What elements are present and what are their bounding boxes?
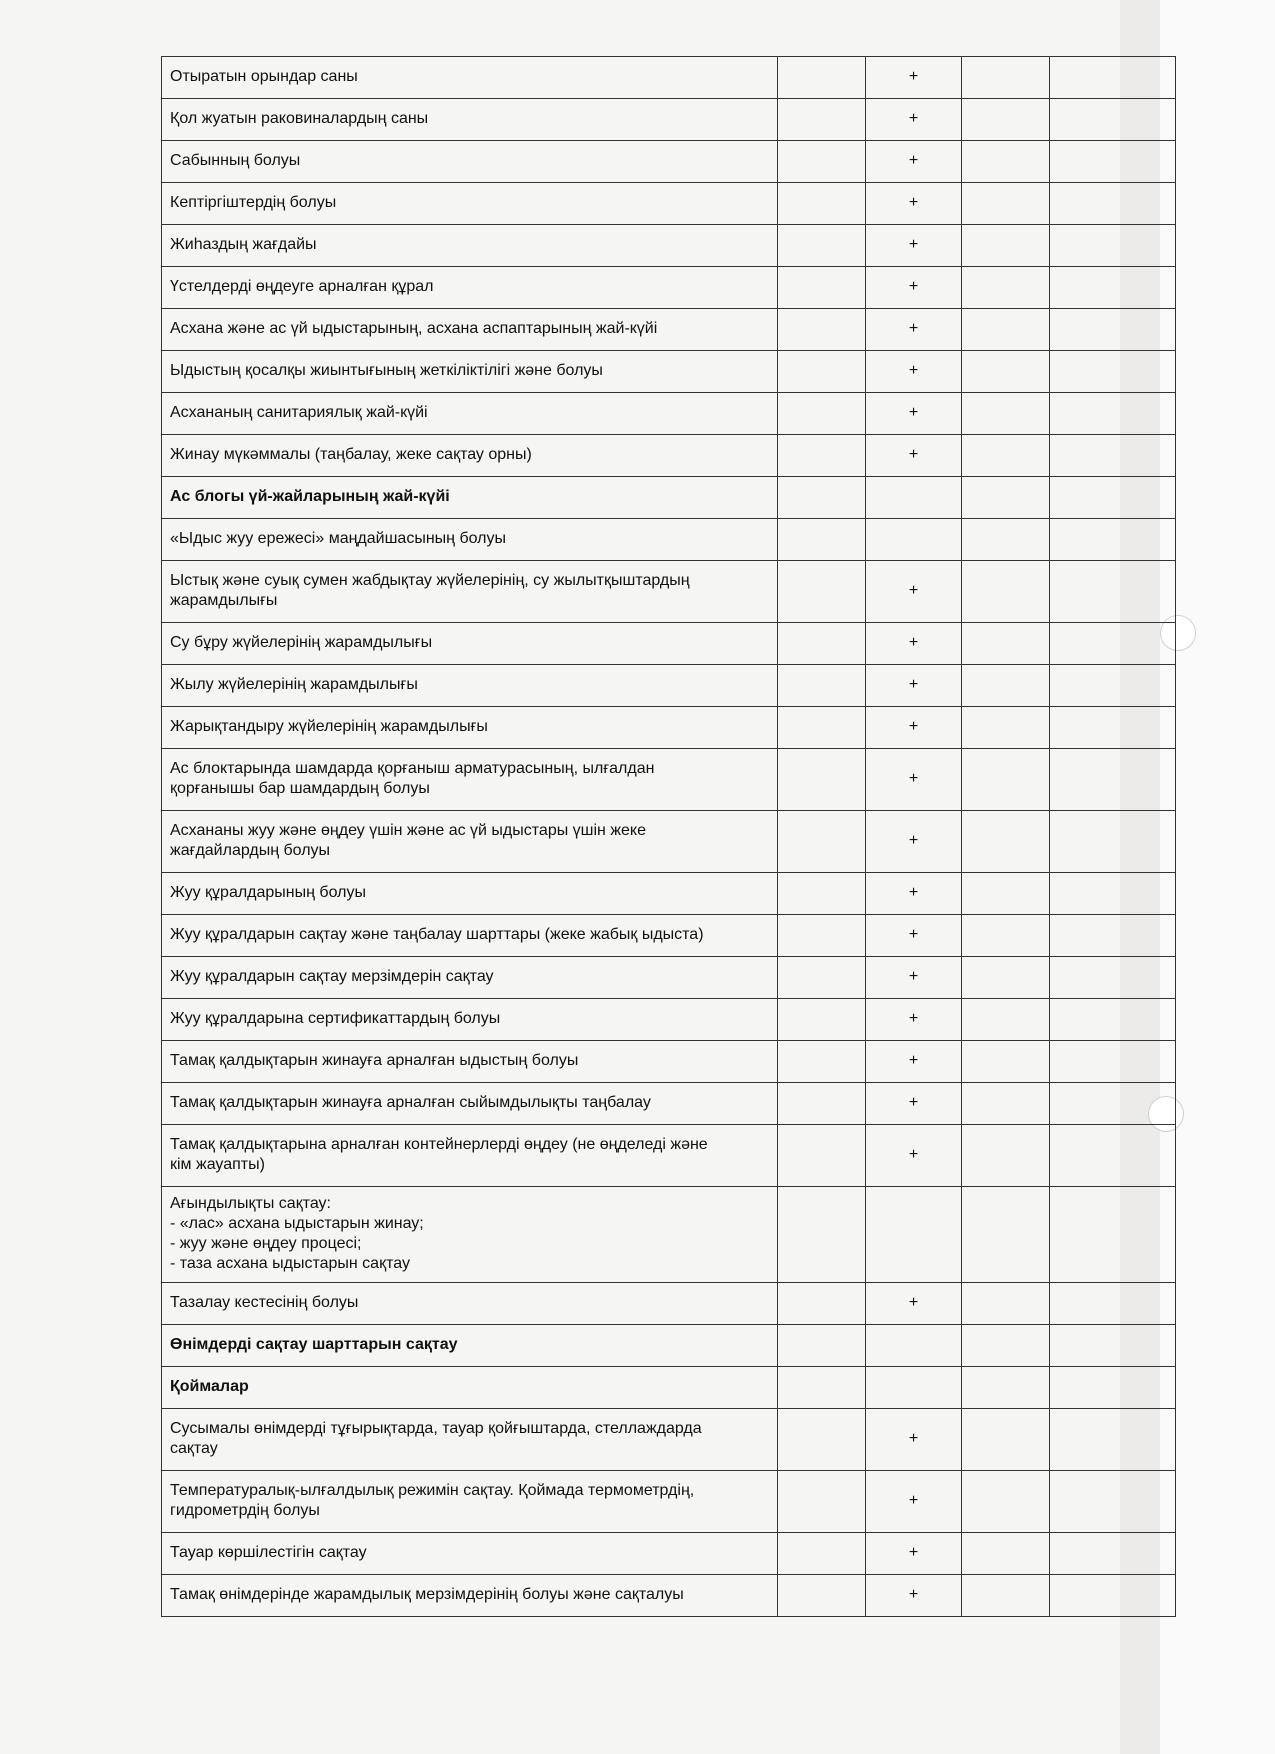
mark-cell-c2: + (866, 873, 962, 915)
criterion-label: Жылу жүйелерінің жарамдылығы (162, 665, 778, 707)
checklist-row (162, 1041, 1176, 1083)
checklist-row (162, 1283, 1176, 1325)
checklist-row (162, 267, 1176, 309)
mark-cell-c1 (778, 141, 866, 183)
mark-cell-c3 (962, 57, 1050, 99)
criterion-label: Асхананың санитариялық жай-күйі (162, 393, 778, 435)
checklist-row (162, 393, 1176, 435)
mark-cell-c2: + (866, 623, 962, 665)
note-cell (1050, 561, 1176, 623)
mark-cell-c2: + (866, 1409, 962, 1471)
mark-cell-c3 (962, 561, 1050, 623)
mark-cell-c1 (778, 267, 866, 309)
mark-cell-c3 (962, 1367, 1050, 1409)
mark-cell-c3 (962, 957, 1050, 999)
criterion-label: Жинау мүкәммалы (таңбалау, жеке сақтау орны) (162, 435, 778, 477)
checklist-row (162, 183, 1176, 225)
mark-cell-c2: + (866, 267, 962, 309)
criterion-label: Сусымалы өнімдерді тұғырықтарда, тауар қойғыштарда, стеллаждарда сақтау (162, 1409, 778, 1471)
page-edge-underlay (1160, 0, 1275, 1754)
mark-cell-c1 (778, 811, 866, 873)
mark-cell-c2: + (866, 999, 962, 1041)
checklist-row (162, 141, 1176, 183)
mark-cell-c3 (962, 309, 1050, 351)
mark-cell-c1 (778, 1367, 866, 1409)
mark-cell-c2: + (866, 1575, 962, 1617)
checklist-row (162, 561, 1176, 623)
mark-cell-c3 (962, 141, 1050, 183)
mark-cell-c1 (778, 1409, 866, 1471)
criterion-label: Ас блоктарында шамдарда қорғаныш арматурасының, ылғалдан қорғанышы бар шамдардың болуы (162, 749, 778, 811)
mark-cell-c3 (962, 1533, 1050, 1575)
checklist-row (162, 99, 1176, 141)
criterion-label: Кептіргіштердің болуы (162, 183, 778, 225)
mark-cell-c2: + (866, 749, 962, 811)
note-cell (1050, 957, 1176, 999)
criterion-label: Тауар көршілестігін сақтау (162, 1533, 778, 1575)
checklist-row (162, 957, 1176, 999)
mark-cell-c3 (962, 1041, 1050, 1083)
mark-cell-c3 (962, 267, 1050, 309)
note-cell (1050, 1367, 1176, 1409)
note-cell (1050, 915, 1176, 957)
checklist-row (162, 309, 1176, 351)
note-cell (1050, 1533, 1176, 1575)
mark-cell-c1 (778, 1325, 866, 1367)
note-cell (1050, 393, 1176, 435)
mark-cell-c3 (962, 1409, 1050, 1471)
criterion-label: Асхана және ас үй ыдыстарының, асхана аспаптарының жай-күйі (162, 309, 778, 351)
criterion-label: Қол жуатын раковиналардың саны (162, 99, 778, 141)
note-cell (1050, 749, 1176, 811)
note-cell (1050, 1575, 1176, 1617)
mark-cell-c2: + (866, 811, 962, 873)
criterion-label: Жарықтандыру жүйелерінің жарамдылығы (162, 707, 778, 749)
mark-cell-c1 (778, 873, 866, 915)
checklist-row (162, 707, 1176, 749)
mark-cell-c3 (962, 1187, 1050, 1283)
checklist-row (162, 811, 1176, 873)
checklist-row (162, 351, 1176, 393)
note-cell (1050, 477, 1176, 519)
mark-cell-c3 (962, 811, 1050, 873)
note-cell (1050, 225, 1176, 267)
mark-cell-c1 (778, 1125, 866, 1187)
mark-cell-c1 (778, 393, 866, 435)
criterion-label: Тамақ өнімдерінде жарамдылық мерзімдерінің болуы және сақталуы (162, 1575, 778, 1617)
mark-cell-c1 (778, 183, 866, 225)
mark-cell-c3 (962, 1125, 1050, 1187)
mark-cell-c2: + (866, 57, 962, 99)
note-cell (1050, 519, 1176, 561)
criterion-label: Сабынның болуы (162, 141, 778, 183)
note-cell (1050, 1471, 1176, 1533)
note-cell (1050, 707, 1176, 749)
mark-cell-c2: + (866, 183, 962, 225)
note-cell (1050, 141, 1176, 183)
criterion-label: Ағындылықты сақтау: - «лас» асхана ыдыстарын жинау; - жуу және өңдеу процесі; - таза асхана ыдыстарын сақтау (162, 1187, 778, 1283)
inspection-checklist-table (161, 56, 1176, 1617)
mark-cell-c2: + (866, 1041, 962, 1083)
mark-cell-c3 (962, 519, 1050, 561)
checklist-row (162, 1533, 1176, 1575)
mark-cell-c3 (962, 393, 1050, 435)
mark-cell-c2: + (866, 957, 962, 999)
mark-cell-c2: + (866, 665, 962, 707)
checklist-row (162, 435, 1176, 477)
note-cell (1050, 665, 1176, 707)
criterion-label: Жуу құралдарының болуы (162, 873, 778, 915)
mark-cell-c2: + (866, 225, 962, 267)
criterion-label: Жиһаздың жағдайы (162, 225, 778, 267)
criterion-label: Ыстық және суық сумен жабдықтау жүйелерінің, су жылытқыштардың жарамдылығы (162, 561, 778, 623)
criterion-label: Су бұру жүйелерінің жарамдылығы (162, 623, 778, 665)
note-cell (1050, 811, 1176, 873)
mark-cell-c2: + (866, 561, 962, 623)
checklist-row (162, 665, 1176, 707)
mark-cell-c3 (962, 873, 1050, 915)
criterion-label: Асхананы жуу және өңдеу үшін және ас үй ыдыстары үшін жеке жағдайлардың болуы (162, 811, 778, 873)
note-cell (1050, 1409, 1176, 1471)
mark-cell-c1 (778, 1533, 866, 1575)
mark-cell-c3 (962, 225, 1050, 267)
mark-cell-c1 (778, 665, 866, 707)
note-cell (1050, 1187, 1176, 1283)
mark-cell-c2: + (866, 707, 962, 749)
mark-cell-c1 (778, 99, 866, 141)
note-cell (1050, 1125, 1176, 1187)
note-cell (1050, 1083, 1176, 1125)
mark-cell-c3 (962, 477, 1050, 519)
checklist-row (162, 873, 1176, 915)
mark-cell-c2: + (866, 915, 962, 957)
mark-cell-c3 (962, 749, 1050, 811)
mark-cell-c3 (962, 707, 1050, 749)
mark-cell-c1 (778, 1471, 866, 1533)
mark-cell-c1 (778, 435, 866, 477)
mark-cell-c3 (962, 1325, 1050, 1367)
mark-cell-c1 (778, 999, 866, 1041)
checklist-row (162, 915, 1176, 957)
checklist-row (162, 1325, 1176, 1367)
mark-cell-c3 (962, 1283, 1050, 1325)
mark-cell-c3 (962, 623, 1050, 665)
mark-cell-c3 (962, 999, 1050, 1041)
checklist-row (162, 225, 1176, 267)
mark-cell-c2: + (866, 393, 962, 435)
section-heading: Қоймалар (162, 1367, 778, 1409)
note-cell (1050, 183, 1176, 225)
mark-cell-c1 (778, 707, 866, 749)
mark-cell-c1 (778, 309, 866, 351)
mark-cell-c1 (778, 561, 866, 623)
checklist-row (162, 623, 1176, 665)
mark-cell-c3 (962, 665, 1050, 707)
note-cell (1050, 309, 1176, 351)
mark-cell-c2 (866, 1367, 962, 1409)
criterion-label: Жуу құралдарын сақтау мерзімдерін сақтау (162, 957, 778, 999)
mark-cell-c1 (778, 1283, 866, 1325)
criterion-label: «Ыдыс жуу ережесі» маңдайшасының болуы (162, 519, 778, 561)
checklist-row (162, 519, 1176, 561)
note-cell (1050, 267, 1176, 309)
mark-cell-c2 (866, 1325, 962, 1367)
criterion-label: Тазалау кестесінің болуы (162, 1283, 778, 1325)
note-cell (1050, 1325, 1176, 1367)
mark-cell-c3 (962, 1083, 1050, 1125)
mark-cell-c1 (778, 519, 866, 561)
checklist-row (162, 1575, 1176, 1617)
mark-cell-c3 (962, 183, 1050, 225)
checklist-row (162, 999, 1176, 1041)
checklist-row (162, 1471, 1176, 1533)
checklist-row (162, 1409, 1176, 1471)
mark-cell-c3 (962, 351, 1050, 393)
mark-cell-c2 (866, 477, 962, 519)
checklist-row (162, 477, 1176, 519)
mark-cell-c2: + (866, 309, 962, 351)
note-cell (1050, 1283, 1176, 1325)
checklist-row (162, 1187, 1176, 1283)
section-heading: Ас блогы үй-жайларының жай-күйі (162, 477, 778, 519)
checklist-row (162, 1367, 1176, 1409)
mark-cell-c3 (962, 1471, 1050, 1533)
mark-cell-c2: + (866, 351, 962, 393)
note-cell (1050, 435, 1176, 477)
mark-cell-c2: + (866, 141, 962, 183)
mark-cell-c2: + (866, 435, 962, 477)
criterion-label: Тамақ қалдықтарын жинауға арналған сыйымдылықты таңбалау (162, 1083, 778, 1125)
mark-cell-c1 (778, 1083, 866, 1125)
mark-cell-c1 (778, 1187, 866, 1283)
note-cell (1050, 623, 1176, 665)
criterion-label: Жуу құралдарына сертификаттардың болуы (162, 999, 778, 1041)
note-cell (1050, 873, 1176, 915)
mark-cell-c3 (962, 915, 1050, 957)
criterion-label: Жуу құралдарын сақтау және таңбалау шарттары (жеке жабық ыдыста) (162, 915, 778, 957)
mark-cell-c1 (778, 351, 866, 393)
criterion-label: Тамақ қалдықтарын жинауға арналған ыдыстың болуы (162, 1041, 778, 1083)
mark-cell-c3 (962, 1575, 1050, 1617)
mark-cell-c2: + (866, 1083, 962, 1125)
mark-cell-c2: + (866, 1283, 962, 1325)
mark-cell-c1 (778, 225, 866, 267)
mark-cell-c2: + (866, 1125, 962, 1187)
mark-cell-c1 (778, 1575, 866, 1617)
criterion-label: Температуралық-ылғалдылық режимін сақтау. Қоймада термометрдің, гидрометрдің болуы (162, 1471, 778, 1533)
checklist-row (162, 749, 1176, 811)
mark-cell-c2: + (866, 99, 962, 141)
mark-cell-c3 (962, 435, 1050, 477)
mark-cell-c2 (866, 1187, 962, 1283)
mark-cell-c1 (778, 957, 866, 999)
mark-cell-c2: + (866, 1533, 962, 1575)
mark-cell-c1 (778, 1041, 866, 1083)
mark-cell-c1 (778, 915, 866, 957)
mark-cell-c1 (778, 623, 866, 665)
note-cell (1050, 99, 1176, 141)
mark-cell-c3 (962, 99, 1050, 141)
note-cell (1050, 57, 1176, 99)
checklist-row (162, 1125, 1176, 1187)
mark-cell-c1 (778, 57, 866, 99)
note-cell (1050, 999, 1176, 1041)
criterion-label: Отыратын орындар саны (162, 57, 778, 99)
mark-cell-c2: + (866, 1471, 962, 1533)
checklist-row (162, 57, 1176, 99)
criterion-label: Ыдыстың қосалқы жиынтығының жеткіліктілігі және болуы (162, 351, 778, 393)
section-heading: Өнімдерді сақтау шарттарын сақтау (162, 1325, 778, 1367)
note-cell (1050, 351, 1176, 393)
mark-cell-c2 (866, 519, 962, 561)
checklist-row (162, 1083, 1176, 1125)
note-cell (1050, 1041, 1176, 1083)
mark-cell-c1 (778, 477, 866, 519)
criterion-label: Тамақ қалдықтарына арналған контейнерлерді өңдеу (не өңделеді және кім жауапты) (162, 1125, 778, 1187)
criterion-label: Үстелдерді өңдеуге арналған құрал (162, 267, 778, 309)
checklist-body (162, 57, 1176, 1617)
mark-cell-c1 (778, 749, 866, 811)
